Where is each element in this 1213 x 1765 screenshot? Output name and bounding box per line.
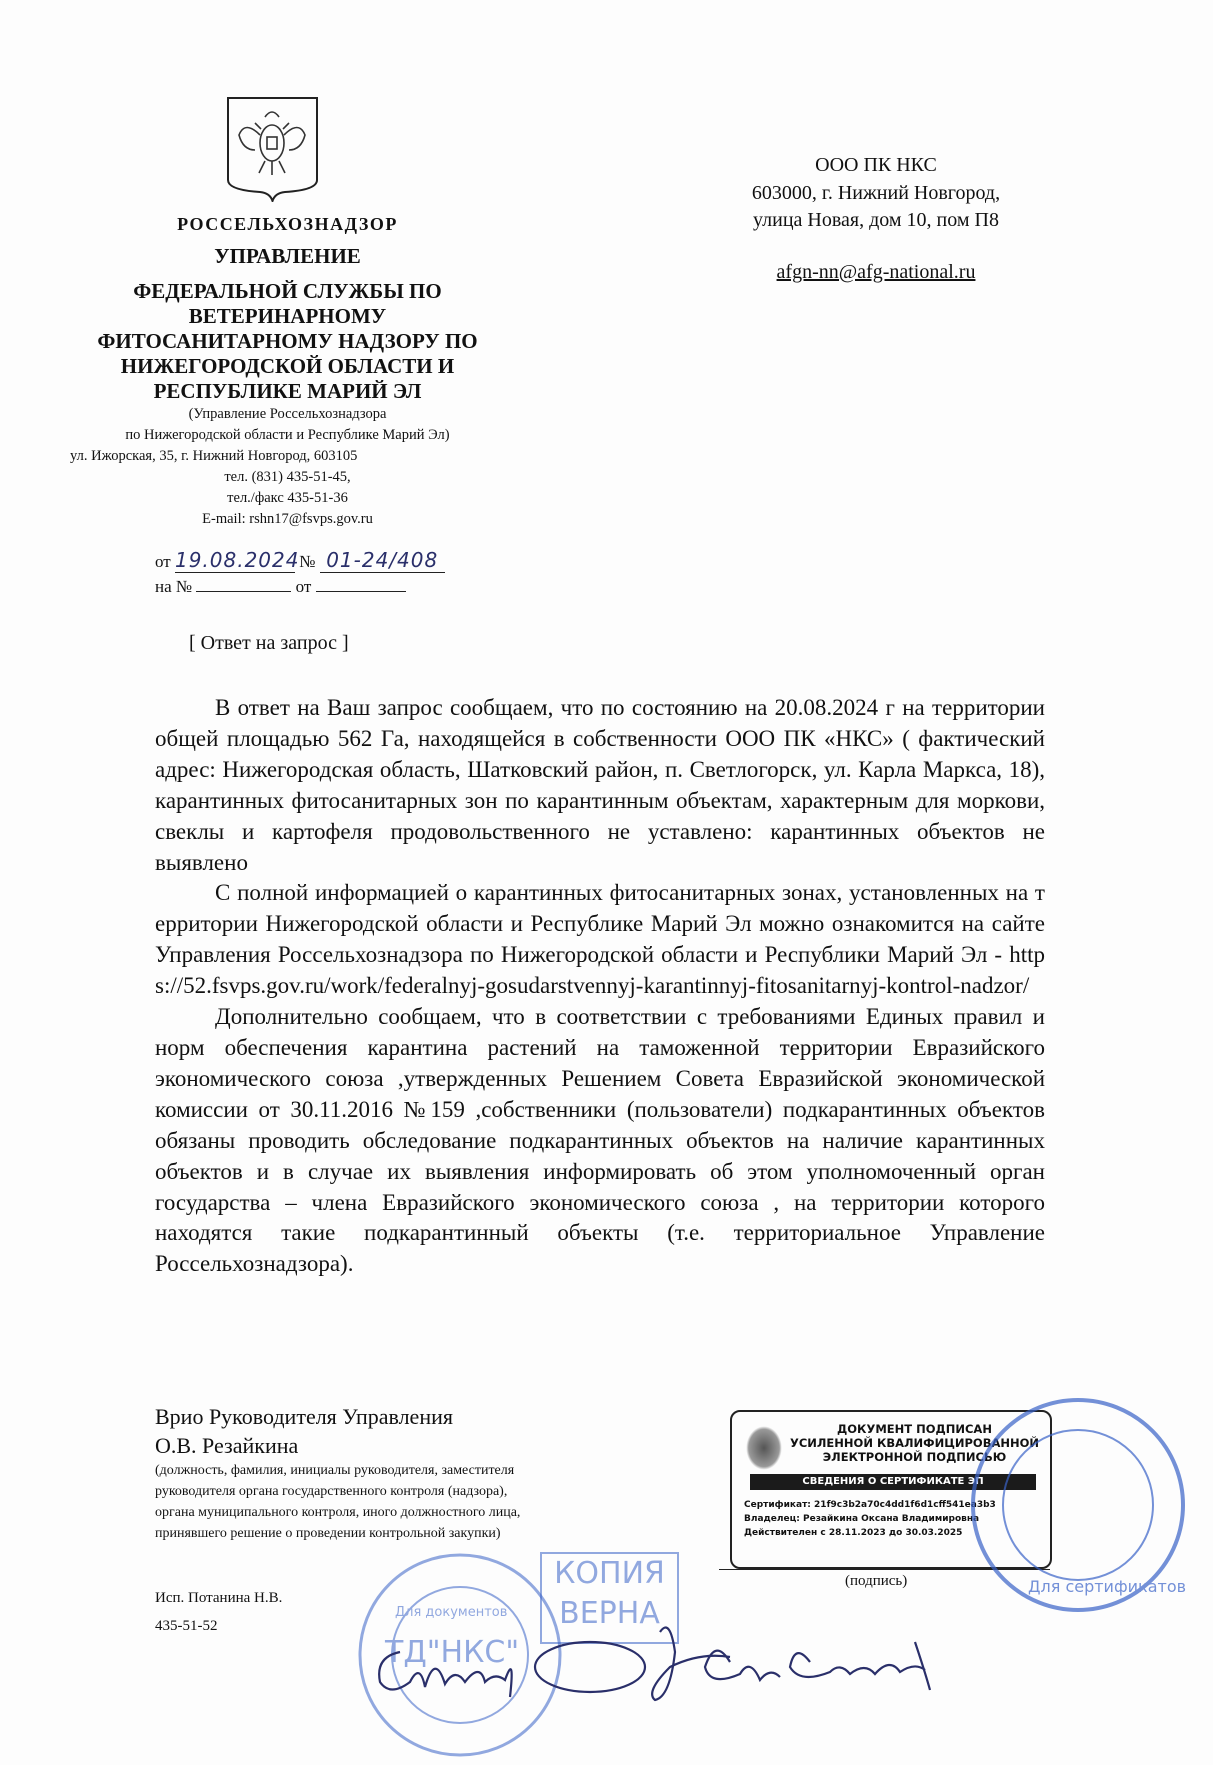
- title-line: НИЖЕГОРОДСКОЙ ОБЛАСТИ И: [120, 354, 455, 378]
- ref-date-blank: [316, 575, 406, 592]
- reference-line: [155, 575, 406, 597]
- title-line: УПРАВЛЕНИЕ: [214, 244, 361, 268]
- detail-line: тел. (831) 435-51-45,: [224, 469, 351, 485]
- detail-line: E-mail: rshn17@fsvps.gov.ru: [202, 511, 373, 527]
- title-line: ФЕДЕРАЛЬНОЙ СЛУЖБЫ ПО: [133, 279, 442, 303]
- reg-number: 01-24/408: [320, 548, 445, 573]
- no-label: №: [299, 552, 316, 571]
- title-line: РЕСПУБЛИКЕ МАРИЙ ЭЛ: [153, 379, 422, 403]
- esig-title: ДОКУМЕНТ ПОДПИСАН: [837, 1422, 992, 1436]
- executor-name: Исп. Потанина Н.В.: [155, 1590, 283, 1606]
- agency-short-name: РОССЕЛЬХОЗНАДЗОР: [177, 214, 398, 234]
- certificate-round-stamp: [968, 1395, 1188, 1615]
- stamp-text: Для сертификатов: [1028, 1577, 1187, 1596]
- recipient-line: 603000, г. Нижний Новгород,: [751, 181, 1001, 204]
- stamp-small-text: Для документов: [395, 1605, 508, 1620]
- esig-validity: Действителен с 28.11.2023 до 30.03.2025: [744, 1528, 963, 1538]
- stamp-text: КОПИЯ: [554, 1556, 665, 1591]
- recipient-line: ООО ПК НКС: [815, 154, 937, 176]
- signatory-note: органа муниципального контроля, иного должностного лица,: [155, 1505, 521, 1520]
- from-label: от: [155, 552, 171, 571]
- body-paragraph: В ответ на Ваш запрос сообщаем, что по состоянию на 20.08.2024 г на территории общей площадью 562 Га, находящейся в собственности ООО ПК «НКС» ( фактический адрес: Нижегородская область, Шатковский район, п. Светлогорск, ул. Карла Маркса, 18), карантинных фитосанитарных зон по карантинным объектам, характерным для моркови, свеклы и картофеля продовольственного не уставлено: карантинных объектов не выявлено: [155, 695, 1045, 875]
- registration-line: [155, 548, 445, 573]
- signature-caption: (подпись): [845, 1573, 908, 1589]
- signatory-position: Врио Руководителя Управления: [155, 1404, 453, 1429]
- esig-certificate: Сертификат: 21f9c3b2a70c4dd1f6d1cff541ea3b3: [744, 1500, 996, 1510]
- reg-date: 19.08.2024: [174, 548, 300, 572]
- recipient-block: [700, 152, 1052, 286]
- stamp-text: ТД"НКС": [385, 1635, 520, 1670]
- body-paragraph: С полной информацией о карантинных фитосанитарных зонах, установленных на территории Нижегородской области и Республике Марий Эл можно ознакомится на сайте Управления Россельхознадзора по Нижегородской области и Республики Марий Эл - https://52.fsvps.gov.ru/work/federalnyj-gosudarstvennyj-karantinnyj-fitosanitarnyj-kontrol-nadzor/: [155, 880, 1045, 999]
- ref-number-blank: [196, 575, 291, 592]
- signatory-note: руководителя органа государственного контроля (надзора),: [155, 1484, 508, 1499]
- signatory-block: [155, 1402, 520, 1544]
- signatory-name: О.В. Резайкина: [155, 1433, 299, 1458]
- esig-title: ЭЛЕКТРОННОЙ ПОДПИСЬЮ: [822, 1450, 1007, 1464]
- sender-block: [70, 212, 505, 530]
- ref-from-label: от: [295, 577, 312, 596]
- stamp-text: ВЕРНА: [559, 1596, 660, 1631]
- esig-title: УСИЛЕННОЙ КВАЛИФИЦИРОВАННОЙ: [789, 1436, 1040, 1450]
- signatory-note: (должность, фамилия, инициалы руководителя, заместителя: [155, 1463, 515, 1478]
- ref-label: на №: [155, 577, 193, 596]
- esig-owner: Владелец: Резайкина Оксана Владимировна: [744, 1514, 980, 1524]
- letter-body: [155, 693, 1045, 1280]
- detail-line: по Нижегородской области и Республике Марий Эл): [125, 427, 450, 443]
- title-line: ФИТОСАНИТАРНОМУ НАДЗОРУ ПО: [97, 329, 478, 353]
- coat-of-arms-emblem: [225, 95, 320, 202]
- detail-line: ул. Ижорская, 35, г. Нижний Новгород, 603105: [70, 448, 358, 464]
- esig-band: СВЕДЕНИЯ О СЕРТИФИКАТЕ ЭП: [750, 1474, 1036, 1490]
- detail-line: (Управление Россельхознадзора: [188, 406, 387, 422]
- title-line: ВЕТЕРИНАРНОМУ: [188, 304, 387, 328]
- handwritten-signature: [370, 1612, 950, 1707]
- recipient-email[interactable]: afgn-nn@afg-national.ru: [776, 260, 976, 283]
- recipient-line: улица Новая, дом 10, пом П8: [753, 209, 999, 231]
- emblem-icon: [746, 1426, 782, 1470]
- body-paragraph: Дополнительно сообщаем, что в соответствии с требованиями Единых правил и норм обеспечения карантина растений на таможенной территории Евразийского экономического союза ,утвержденных Решением Совета Евразийской экономической комиссии от 30.11.2016 №159 ,собственники (пользователи) подкарантинных объектов обязаны проводить обследование подкарантинных объектов на наличие карантинных объектов и в случае их выявления информировать об этом уполномоченный орган государства – члена Евразийского экономического союза , на территории которого находятся такие подкарантинный объекты (т.е. территориальное Управление Россельхознадзора).: [155, 1004, 1045, 1277]
- executor-phone: 435-51-52: [155, 1618, 218, 1634]
- signatory-note: принявшего решение о проведении контрольной закупки): [155, 1526, 501, 1541]
- subject: [ Ответ на запрос ]: [189, 632, 349, 654]
- detail-line: тел./факс 435-51-36: [227, 490, 348, 506]
